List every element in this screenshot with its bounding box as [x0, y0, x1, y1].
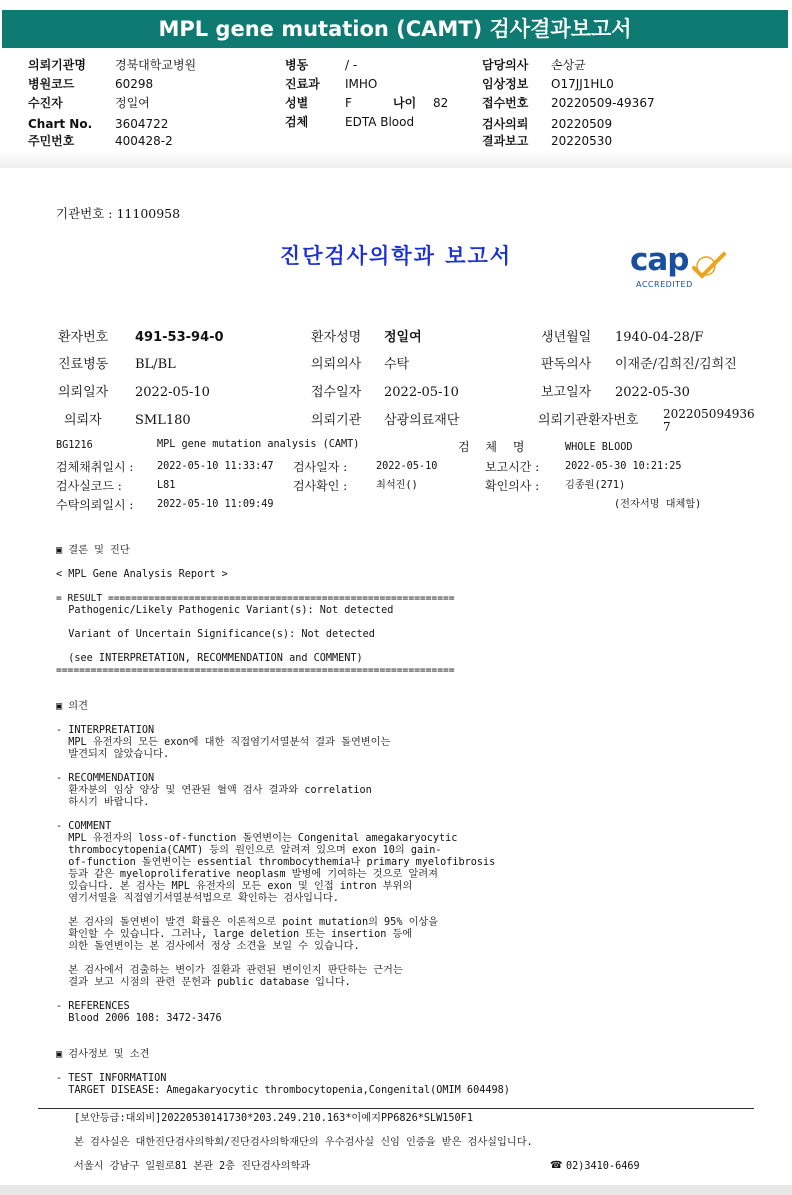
e-signature-note: (전자서명 대체함) — [614, 499, 702, 510]
specimen-label: 검 체 명 — [458, 440, 531, 454]
comment-line: 본 검사에서 검출하는 변이가 질환과 관련된 변이인지 판단하는 근거는 — [56, 965, 403, 976]
header-value: / - — [345, 58, 358, 72]
header-label: 담당의사 — [482, 58, 529, 72]
patient-label: 환자번호 — [58, 330, 109, 345]
cap-checkmark-icon — [688, 250, 728, 282]
header-value: EDTA Blood — [345, 115, 415, 129]
lab-code-value: L81 — [157, 480, 176, 491]
header-label: 진료과 — [285, 77, 320, 91]
patient-label: 의뢰기관환자번호 — [538, 413, 639, 428]
comment-line: MPL 유전자의 loss-of-function 돌연변이는 Congenital amegakaryocytic — [56, 833, 458, 844]
phone-number: 02)3410-6469 — [566, 1161, 640, 1172]
doctor-value: 김종원(271) — [565, 480, 626, 491]
header-value: 82 — [433, 96, 449, 110]
header-value: 3604722 — [115, 117, 169, 131]
confirm-label: 검사확인 : — [293, 479, 348, 493]
header-value: IMHO — [345, 77, 378, 91]
comment-line: thrombocytopenia(CAMT) 등의 원인으로 알려져 있으며 exon 10의 gain- — [56, 845, 442, 856]
request-time-label: 수탁의뢰일시 : — [56, 498, 134, 512]
patient-value: BL/BL — [135, 357, 176, 372]
header-label: 접수번호 — [482, 96, 529, 110]
header-value: 경북대학교병원 — [115, 58, 197, 72]
comment-line: - RECOMMENDATION — [56, 773, 155, 784]
header-label: 임상정보 — [482, 77, 529, 91]
result-line: (see INTERPRETATION, RECOMMENDATION and COMMENT) — [56, 653, 363, 664]
test-code: BG1216 — [56, 440, 93, 451]
header-value: 20220530 — [551, 134, 613, 148]
section-heading: ▣ 결론 및 진단 — [56, 545, 130, 556]
institution-number: 기관번호 : 11100958 — [56, 206, 181, 221]
header-label: 의뢰기관명 — [28, 58, 86, 72]
collect-label: 검체채취일시 : — [56, 460, 134, 474]
header-value: 20220509 — [551, 117, 613, 131]
header-label: 검사의뢰 — [482, 117, 529, 131]
header-label: 주민번호 — [28, 134, 75, 148]
report-title: 진단검사의학과 보고서 — [279, 244, 513, 268]
patient-value: 2022-05-30 — [615, 385, 690, 400]
certification-line: 본 검사실은 대한진단검사의학회/진단검사의학재단의 우수검사실 신임 인증을 받은 검사실입니다. — [74, 1137, 533, 1148]
address-line: 서울시 강남구 일원로81 본관 2층 진단검사의학과 — [74, 1161, 311, 1172]
comment-line: 염기서열을 직접염기서열분석법으로 확인하는 검사입니다. — [56, 893, 339, 904]
phone-icon: ☎ — [550, 1160, 563, 1171]
patient-label: 의뢰자 — [64, 413, 102, 428]
patient-value: 2022-05-10 — [135, 385, 210, 400]
comment-line: 등과 같은 myeloproliferative neoplasm 발병에 기여하는 것으로 알려져 — [56, 869, 438, 880]
patient-label: 진료병동 — [58, 357, 109, 372]
patient-label: 보고일자 — [541, 385, 592, 400]
patient-label: 의뢰의사 — [311, 357, 362, 372]
comment-line: - INTERPRETATION — [56, 725, 155, 736]
report-time-value: 2022-05-30 10:21:25 — [565, 461, 682, 472]
security-line: [보안등급:대외비]20220530141730*203.249.210.163*이예지PP6826*SLW150F1 — [74, 1113, 473, 1124]
comment-line: 결과 보고 시점의 관련 문헌과 public database 입니다. — [56, 977, 351, 988]
report-subtitle: < MPL Gene Analysis Report > — [56, 569, 228, 580]
patient-value: 삼광의료재단 — [384, 413, 460, 428]
header-label: 병동 — [285, 58, 309, 72]
header-value: 정일여 — [115, 96, 150, 110]
section-heading: ▣ 의견 — [56, 701, 88, 712]
patient-value: 1940-04-28/F — [615, 330, 704, 345]
report-header — [0, 0, 792, 166]
patient-label: 의뢰기관 — [311, 413, 362, 428]
section-heading: ▣ 검사정보 및 소견 — [56, 1049, 150, 1060]
report-title-bar: MPL gene mutation (CAMT) 검사결과보고서 — [2, 10, 788, 48]
comment-line: 있습니다. 본 검사는 MPL 유전자의 모든 exon 및 인접 intron 부위의 — [56, 881, 413, 892]
report-time-label: 보고시간 : — [485, 460, 540, 474]
header-value: 손상균 — [551, 58, 586, 72]
comment-line: 환자분의 임상 양상 및 연관된 혈액 검사 결과와 correlation — [56, 785, 372, 796]
patient-label: 접수일자 — [311, 385, 362, 400]
comment-line: 하시기 바랍니다. — [56, 797, 150, 808]
comment-line: 확인할 수 있습니다. 그러나, large deletion 또는 insertion 등에 — [56, 929, 413, 940]
patient-value: 정일여 — [384, 330, 422, 345]
cap-logo — [630, 242, 740, 296]
comment-line: - COMMENT — [56, 821, 112, 832]
patient-label: 환자성명 — [311, 330, 362, 345]
info-line: TARGET DISEASE: Amegakaryocytic thrombocytopenia,Congenital(OMIM 604498) — [56, 1085, 510, 1096]
report-document — [0, 168, 792, 1185]
comment-line: of-function 돌연변이는 essential thrombocythemia나 primary myelofibrosis — [56, 857, 496, 868]
confirm-value: 최석진() — [376, 480, 418, 491]
patient-value: 491-53-94-0 — [135, 330, 224, 345]
request-time-value: 2022-05-10 11:09:49 — [157, 499, 274, 510]
exam-date-value: 2022-05-10 — [376, 461, 438, 472]
header-label: 수진자 — [28, 96, 63, 110]
header-value: 60298 — [115, 77, 154, 91]
header-value: O17JJ1HL0 — [551, 77, 614, 91]
comment-line: 발견되지 않았습니다. — [56, 749, 170, 760]
header-label: 병원코드 — [28, 77, 75, 91]
result-divider: = RESULT ============================================================ — [56, 593, 455, 604]
cap-accredited-text: ACCREDITED — [636, 280, 693, 289]
result-divider: ===================================================================== — [56, 665, 455, 676]
patient-value: 7 — [663, 420, 671, 434]
collect-value: 2022-05-10 11:33:47 — [157, 461, 274, 472]
patient-label: 판독의사 — [541, 357, 592, 372]
patient-label: 생년월일 — [541, 330, 592, 345]
lab-code-label: 검사실코드 : — [56, 479, 122, 493]
comment-line: MPL 유전자의 모든 exon에 대한 직접염기서열분석 결과 돌연변이는 — [56, 737, 391, 748]
patient-label: 의뢰일자 — [58, 385, 109, 400]
header-label: 결과보고 — [482, 134, 529, 148]
exam-date-label: 검사일자 : — [293, 460, 348, 474]
header-value: 20220509-49367 — [551, 96, 655, 110]
header-label: 성별 — [285, 96, 309, 110]
header-separator — [0, 152, 792, 169]
patient-value: 이재준/김희진/김희진 — [615, 357, 737, 372]
comment-line: 의한 돌연변이는 본 검사에서 정상 소견을 보일 수 있습니다. — [56, 941, 360, 952]
specimen-value: WHOLE BLOOD — [565, 442, 633, 453]
info-line: - TEST INFORMATION — [56, 1073, 167, 1084]
patient-value: 2022-05-10 — [384, 385, 459, 400]
header-label: Chart No. — [28, 117, 93, 131]
patient-value: 수탁 — [384, 357, 410, 372]
patient-value: SML180 — [135, 413, 191, 428]
header-label: 검체 — [285, 115, 309, 129]
footer-divider — [38, 1108, 754, 1109]
result-line: Pathogenic/Likely Pathogenic Variant(s): Not detected — [56, 605, 394, 616]
header-label: 나이 — [393, 96, 417, 110]
comment-line: - REFERENCES — [56, 1001, 130, 1012]
result-line: Variant of Uncertain Significance(s): Not detected — [56, 629, 375, 640]
page-bottom-bar — [0, 1185, 792, 1195]
doctor-label: 확인의사 : — [485, 479, 540, 493]
comment-line: Blood 2006 108: 3472-3476 — [56, 1013, 222, 1024]
test-name: MPL gene mutation analysis (CAMT) — [157, 439, 360, 450]
header-value: F — [345, 96, 352, 110]
header-value: 400428-2 — [115, 134, 173, 148]
cap-logo-text: cap — [630, 242, 689, 278]
comment-line: 본 검사의 돌연변이 발견 확률은 이론적으로 point mutation의 95% 이상을 — [56, 917, 439, 928]
patient-value: 202205094936 — [663, 407, 755, 421]
